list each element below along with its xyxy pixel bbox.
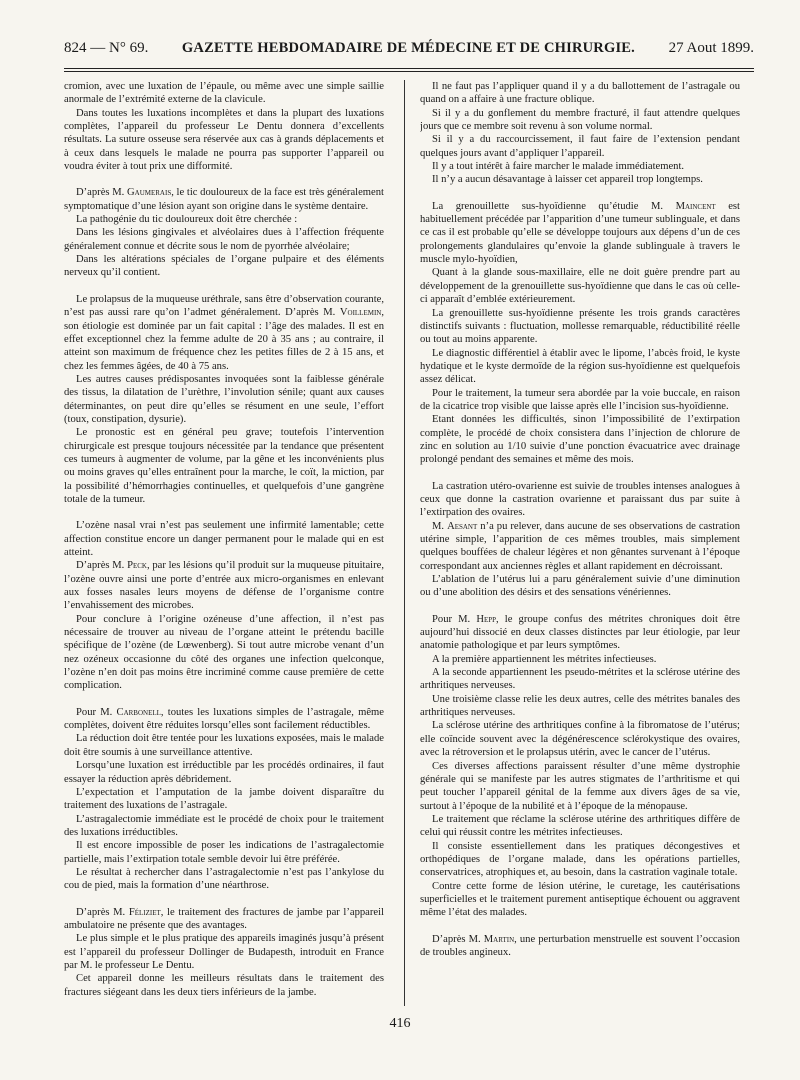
paragraph: Les autres causes prédisposantes invoquées sont la faiblesse générale des tissus, la dilatation de l’urèthre, l’involution sénile; quant aux causes déterminantes, on peut dire qu’elles se résument en une seule, l’effort (toux, constipation, dysurie). (64, 373, 384, 425)
paragraph: L’ablation de l’utérus lui a paru généralement suivie d’une diminution ou d’une abolition des désirs et des sensations vénériennes. (420, 574, 740, 599)
author-name: Féliziet (128, 906, 161, 918)
paragraph: Pour M. Hepp, le groupe confus des métrites chroniques doit être aujourd’hui dissocié en deux classes distinctes par leur étiologie, par leur anatomie pathologique et par leurs symptômes. (420, 613, 740, 652)
author-name: Martin (483, 933, 515, 945)
paragraph: Il est encore impossible de poser les indications de l’astragalectomie partielle, mais l’extirpation totale semble devoir lui être préférée. (64, 840, 384, 865)
paragraph: La grenouillette sus-hyoïdienne présente les trois grands caractères distinctifs suivants : fluctuation, mollesse remarquable, réductibilité réelle ou tout au moins apparente. (420, 307, 740, 346)
paragraph: Quant à la glande sous-maxillaire, elle ne doit guère prendre part au développement de la grenouillette sus-hyoïdienne que dans le cas où celle-ci apparaît d’emblée extérieurement. (420, 267, 740, 306)
paragraph: La sclérose utérine des arthritiques confine à la fibromatose de l’utérus; elle coïncide souvent avec la dégénérescence sclérokystique des ovaires, avec la rétroversion et le prolapsus utérin, avec le cancer de l’utérus. (420, 720, 740, 759)
paragraph: Le plus simple et le plus pratique des appareils imaginés jusqu’à présent est l’appareil du professeur Dollinger de Budapesth, introduit en France par M. le professeur Le Dentu. (64, 933, 384, 971)
paragraph: Il ne faut pas l’appliquer quand il y a du ballottement de l’astragale ou quand on a affaire à une fracture oblique. (420, 81, 740, 106)
paragraph: Ces diverses affections paraissent résulter d’une même dystrophie générale qui se manifeste par les autres stigmates de l’arthritisme et qui peut toucher l’appareil génital de la femme aux divers âges de sa vie, surtout à l’époque de la nubilité et à l’époque de la ménopause. (420, 760, 740, 812)
paragraph: Il y a tout intérêt à faire marcher le malade immédiatement. (432, 161, 685, 173)
paragraph: D’après M. Peck, par les lésions qu’il produit sur la muqueuse pituitaire, l’ozène ouvre ainsi une porte d’entrée aux micro-organismes en enlevant aux fosses nasales leurs moyens de défense de l’organisme contre l’envahissement des microbes. (64, 560, 384, 612)
author-name: Carbonell (116, 706, 161, 718)
paragraph: La grenouillette sus-hyoïdienne qu’étudie M. Maincent est habituellement précédée par l’apparition d’une tumeur sublinguale, et dans ce cas il est probable qu’elle se développe toujours aux dépens d’un de ces prolongements glandulaires qu’envoie la glande sublinguale à travers le muscle mylo-hyoïdien, (420, 200, 740, 266)
paragraph: Il consiste essentiellement dans les pratiques décongestives et orthopédiques de l’organe malade, dans les opérations partielles, conservatrices, atrophiques et, au besoin, dans la castration vaginale totale. (420, 840, 740, 879)
paragraph: A la seconde appartiennent les pseudo-métrites et la sclérose utérine des arthritiques nerveuses. (420, 667, 740, 692)
paragraph: Dans les lésions gingivales et alvéolaires dues à l’affection fréquente généralement connue et décrite sous le nom de pyorrhée alvéolaire; (64, 227, 384, 252)
paragraph: Pour M. Carbonell, toutes les luxations simples de l’astragale, même complètes, doivent être réduites lorsqu’elles sont facilement réductibles. (64, 706, 384, 732)
paragraph: Le résultat à rechercher dans l’astragalectomie n’est pas l’ankylose du cou de pied, mais la formation d’une néarthrose. (64, 866, 384, 892)
column-divider (404, 80, 405, 1006)
journal-title: GAZETTE HEBDOMADAIRE DE MÉDECINE ET DE CHIRURGIE. (181, 40, 635, 56)
paragraph: Il n’y a aucun désavantage à laisser cet appareil trop longtemps. (432, 174, 703, 186)
right-column (420, 80, 740, 1006)
paragraph: La castration utéro-ovarienne est suivie de troubles intenses analogues à ceux que donne la castration ovarienne et paraissant dus par suite à l’extirpation des ovaires. (420, 480, 740, 519)
paragraph: L’astragalectomie immédiate est le procédé de choix pour le traitement des luxations irréductibles. (64, 813, 384, 838)
paragraph: Lorsqu’une luxation est irréductible par les procédés ordinaires, il faut essayer la réduction après débridement. (64, 760, 384, 785)
paragraph: cromion, avec une luxation de l’épaule, ou même avec une simple saillie anormale de l’extrémité externe de la clavicule. (64, 81, 384, 106)
page-issue-number: 824 — N° 69. (64, 40, 149, 56)
issue-date: 27 Aout 1899. (668, 40, 754, 56)
paragraph: Le traitement que réclame la sclérose utérine des arthritiques diffère de celui qui réussit contre les métrites infectieuses. (420, 813, 740, 839)
author-name: Aesant (447, 520, 478, 532)
paragraph: Dans les altérations spéciales de l’organe pulpaire et des éléments nerveux qu’il contient. (64, 254, 384, 279)
paragraph: Pour conclure à l’origine ozéneuse d’une affection, il n’est pas nécessaire de trouver au niveau de l’organe atteint le prétendu bacille spécifique de l’ozène (de Lœwenberg). Si tout autre microbe venant d’un nez ozéneux occasionne du côté des organes une infection quelconque, l’ozène n’en doit pas moins être incriminé comme cause première de cette complication. (64, 613, 384, 692)
paragraph: Le diagnostic différentiel à établir avec le lipome, l’abcès froid, le kyste hydatique et le kyste dermoïde de la région sus-hyoïdienne est quelquefois assez délicat. (420, 347, 740, 386)
paragraph: M. Aesant n’a pu relever, dans aucune de ses observations de castration utérine simple, l’apparition de ces mêmes troubles, mais simplement quelques bouffées de chaleur légères et non gênantes survenant à l’époque correspondant aux anciennes règles et allant rapidement en décroissant. (420, 520, 740, 572)
paragraph: L’ozène nasal vrai n’est pas seulement une infirmité lamentable; cette affection constitue encore un danger permanent pour le malade qui en est atteint. (64, 520, 384, 558)
page-number: 416 (389, 1016, 411, 1031)
running-header (64, 40, 754, 57)
paragraph: Si il y a du raccourcissement, il faut faire de l’extension pendant quelques jours avant d’appliquer l’appareil. (420, 134, 740, 159)
author-name: Hepp (476, 613, 497, 625)
paragraph: D’après M. Féliziet, le traitement des fractures de jambe par l’appareil ambulatoire ne présente que des avantages. (64, 906, 384, 931)
author-name: Gaumerais (127, 187, 172, 199)
paragraph: La réduction doit être tentée pour les luxations exposées, mais le malade doit être soumis à une surveillance attentive. (64, 733, 384, 758)
author-name: Maincent (675, 200, 716, 212)
paragraph: Le pronostic est en général peu grave; toutefois l’intervention chirurgicale est presque toujours nécessitée par la tendance que présentent ces tumeurs à augmenter de volume, par la gêne et les inconvénients plus ou moins graves qu’elles entraînent pour la marche, le coït, la miction, par la possibilité d’hémorrhagies continuelles, et quelquefois d’une gangrène totale de la tumeur. (64, 427, 384, 505)
paragraph: Une troisième classe relie les deux autres, celle des métrites banales des arthritiques nerveuses. (420, 693, 740, 719)
paragraph: A la première appartiennent les métrites infectieuses. (432, 653, 657, 665)
paragraph: D’après M. Gaumerais, le tic douloureux de la face est très généralement symptomatique d’une lésion ayant son origine dans le système dentaire. (64, 187, 384, 212)
paragraph: Contre cette forme de lésion utérine, le curetage, les cautérisations superficielles et le traitement purement antiseptique échouent ou aggravent même l’état des malades. (420, 880, 740, 919)
header-rule-double (64, 71, 754, 72)
paragraph: La pathogénie du tic douloureux doit être cherchée : (76, 214, 298, 226)
header-rule (64, 68, 754, 69)
paragraph: Dans toutes les luxations incomplètes et dans la plupart des luxations complètes, l’appareil du professeur Le Dentu donnera d’excellents résultats. La suture osseuse sera réservée aux cas à grands déplacements et à ceux dans lesquels le malade ne pourra pas supporter l’appareil ou voudra éviter à tout prix une difformité. (64, 107, 384, 173)
paragraph: Si il y a du gonflement du membre fracturé, il faut attendre quelques jours que ce membre soit revenu à son volume normal. (420, 107, 740, 133)
author-name: Peck (127, 560, 147, 572)
paragraph: Etant données les difficultés, sinon l’impossibilité de l’extirpation complète, le procédé de choix consistera dans l’injection de chlorure de zinc en solution au 1/10 suivie d’une ponction évacuatrice avec drainage prolongé pendant des semaines et même des mois. (420, 414, 740, 466)
paragraph: Cet appareil donne les meilleurs résultats dans le traitement des fractures siégeant dans les deux tiers inférieurs de la jambe. (64, 973, 384, 998)
left-column (64, 80, 384, 1006)
paragraph: L’expectation et l’amputation de la jambe doivent disparaître du traitement des luxations de l’astragale. (64, 786, 384, 812)
paragraph: D’après M. Martin, une perturbation menstruelle est souvent l’occasion de troubles angineux. (420, 933, 740, 958)
paragraph: Pour le traitement, la tumeur sera abordée par la voie buccale, en raison de la cicatrice trop visible que laisse après elle l’incision sus-hyoïdienne. (420, 387, 740, 412)
author-name: Voillemin (339, 307, 382, 319)
paragraph: Le prolapsus de la muqueuse uréthrale, sans être d’observation courante, n’est pas aussi rare qu’on l’admet généralement. D’après M. Voillemin, son étiologie est dominée par un fait capital : l’âge des malades. Il est en effet exceptionnel chez la femme adulte de 20 à 35 ans ; au contraire, il atteint son maximum de fréquence chez les petites filles de 2 à 15 ans, et chez les femmes âgées, de 40 à 75 ans. (64, 293, 384, 372)
